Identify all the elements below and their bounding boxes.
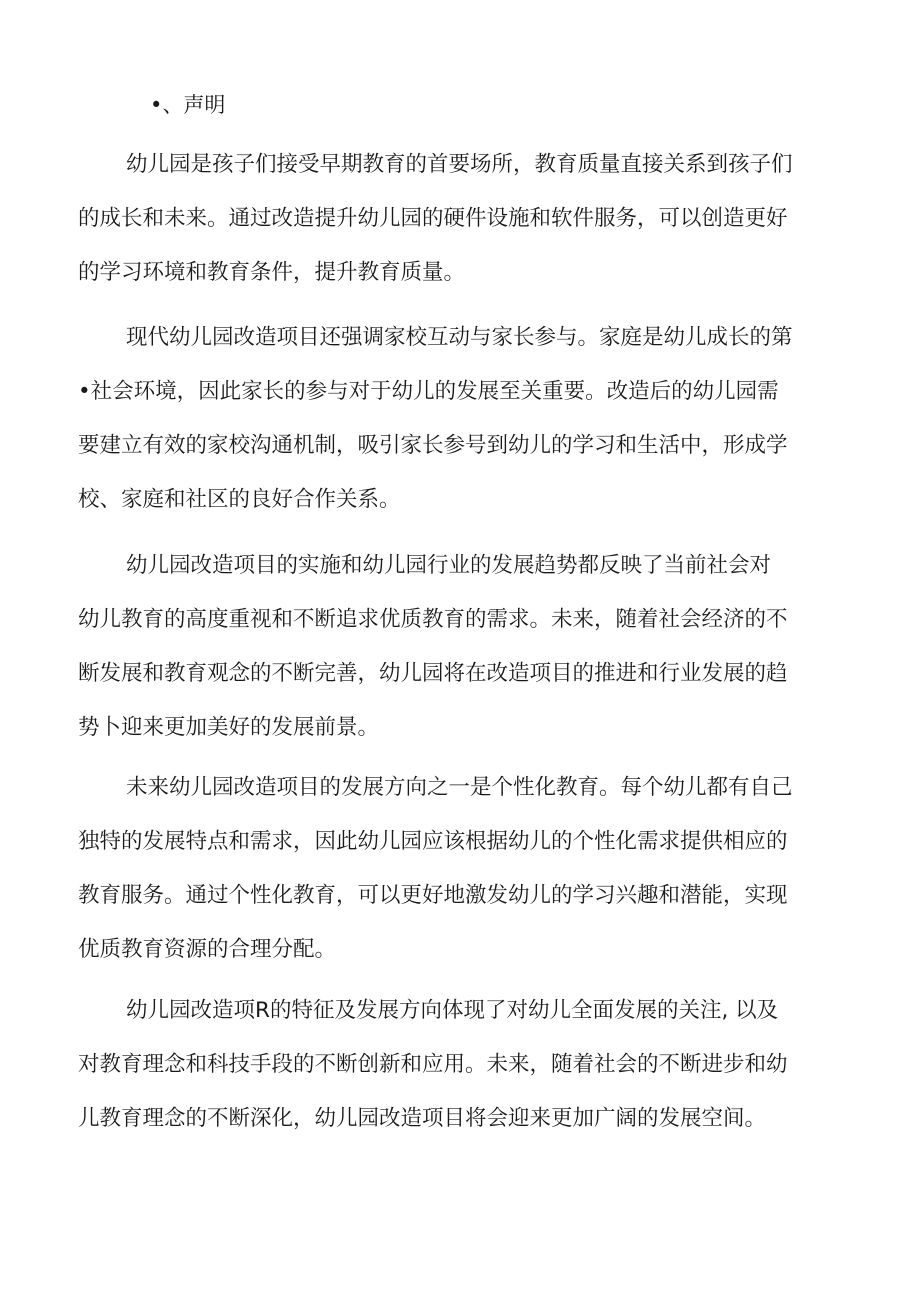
paragraph-line: 幼儿园改造项R的特征及发展方向体现了对幼儿全面发展的关注, 以及 (126, 998, 779, 1023)
paragraph-line: 要建立有效的家校沟通机制，吸引家长参号到幼儿的学习和生活中，形成学 (78, 433, 788, 458)
paragraph-2 (78, 323, 848, 539)
paragraph-3 (78, 551, 848, 767)
paragraph-line: 独特的发展特点和需求，因此幼儿园应该根据幼儿的个性化需求提供相应的 (78, 829, 788, 854)
paragraph-line: 对教育理念和科技手段的不断创新和应用。未来，随着社会的不断进步和幼 (78, 1052, 788, 1077)
paragraph-4 (78, 773, 848, 989)
paragraph-line: 幼儿园是孩子们接受早期教育的首要场所，教育质量直接关系到孩子们 (126, 152, 793, 177)
paragraph-5 (78, 996, 848, 1158)
paragraph-line: 势卜迎来更加美好的发展前景。 (78, 715, 380, 740)
paragraph-line: 优质教育资源的合理分配。 (78, 937, 337, 962)
paragraph-line: 儿教育理念的不断深化，幼儿园改造项目将会迎来更加广阔的发展空间。 (78, 1106, 767, 1131)
section-heading: •、声明 (150, 93, 226, 117)
paragraph-line: 教育服务。通过个性化教育，可以更好地激发幼儿的学习兴趣和潜能，实现 (78, 883, 788, 908)
paragraph-line: 的学习环境和教育条件，提升教育质量。 (78, 260, 466, 285)
paragraph-1 (78, 150, 848, 312)
paragraph-line: 断发展和教育观念的不断完善，幼儿园将在改造项目的推进和行业发展的趋 (78, 661, 788, 686)
paragraph-line: 的成长和未来。通过改造提升幼儿园的硬件设施和软件服务，可以创造更好 (78, 206, 788, 231)
paragraph-line: 幼儿教育的高度重视和不断追求优质教育的需求。未来，随着社会经济的不 (78, 607, 788, 632)
paragraph-line: 现代幼儿园改造项目还强调家校互动与家长参与。家庭是幼儿成长的第 (126, 325, 793, 350)
paragraph-line: 幼儿园改造项目的实施和幼儿园行业的发展趋势都反映了当前社会对 (126, 553, 772, 578)
paragraph-line: •社会环境，因此家长的参与对于幼儿的发展至关重要。改造后的幼儿园需 (78, 379, 779, 404)
paragraph-line: 未来幼儿园改造项目的发展方向之一是个性化教育。每个幼儿都有自己 (126, 775, 793, 800)
paragraph-line: 校、家庭和社区的良好合作关系。 (78, 487, 401, 512)
